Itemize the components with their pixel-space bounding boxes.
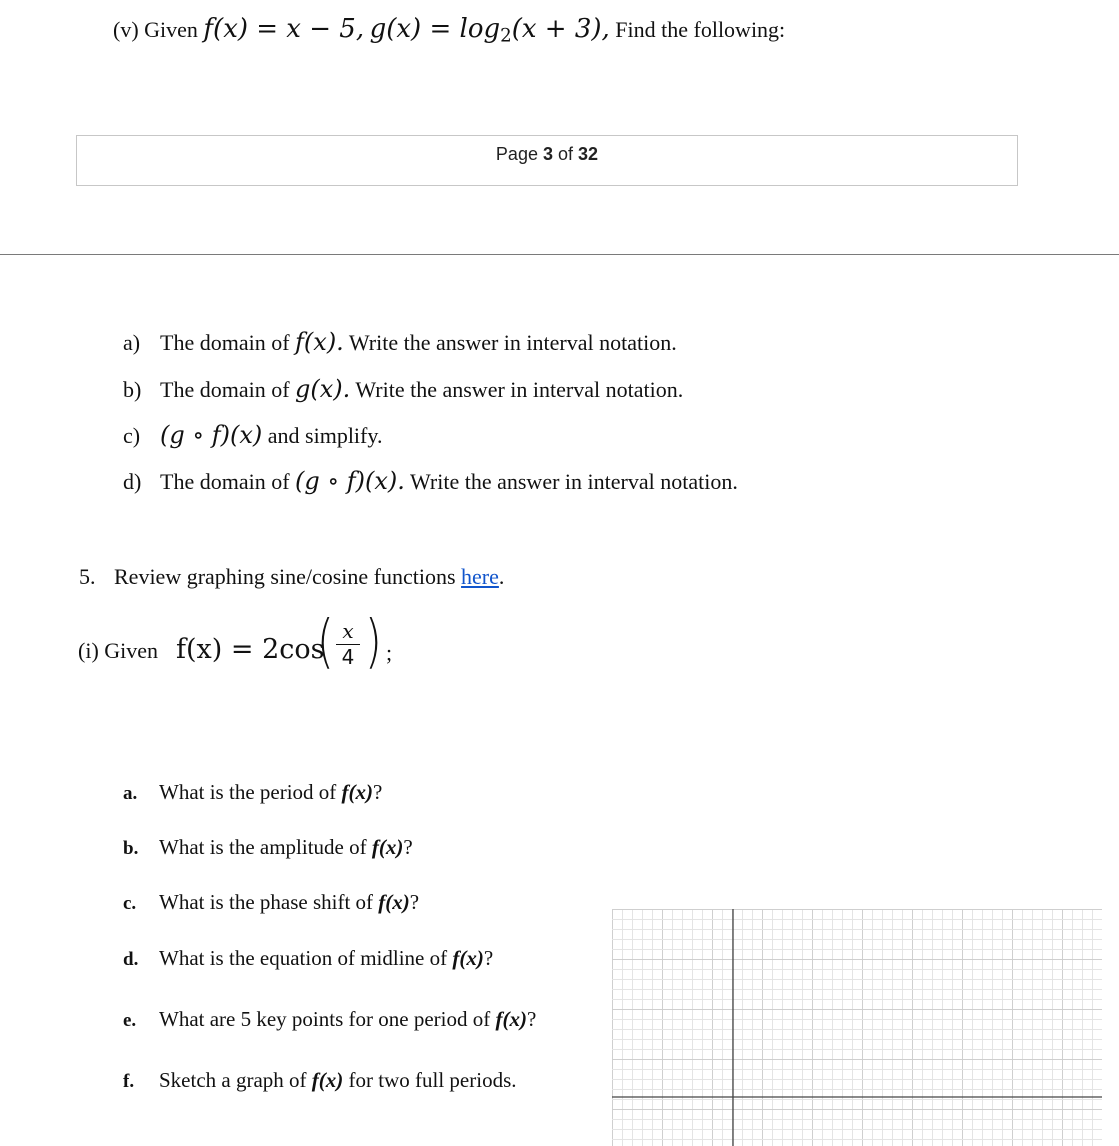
graph-grid[interactable] <box>612 909 1102 1146</box>
question-i-e: e. What are 5 key points for one period of f(x)? <box>123 1007 537 1031</box>
fraction: x 4 <box>336 620 360 667</box>
question-v-d: d) The domain of (g ∘ f)(x). Write the answer in interval notation. <box>123 467 738 495</box>
header-prefix: (v) Given <box>113 17 198 42</box>
total-pages: 32 <box>578 144 599 164</box>
question-i-b: b. What is the amplitude of f(x)? <box>123 835 413 859</box>
right-paren: ) <box>364 607 382 675</box>
g-definition: $g(x) = \log_2(x + 3)$, <box>369 14 610 47</box>
left-paren: ( <box>316 607 334 675</box>
question-v-b: b) The domain of g(x). Write the answer in interval notation. <box>123 375 684 403</box>
question-v-a: a) The domain of f(x). Write the answer in interval notation. <box>123 328 677 356</box>
page-indicator: Page 3 of 32 <box>495 144 599 164</box>
problem-v-header <box>113 14 785 47</box>
page-divider <box>0 254 1119 255</box>
question-v-c: c) (g ∘ f)(x) and simplify. <box>123 421 383 449</box>
review-link[interactable]: here <box>461 564 499 589</box>
header-suffix: Find the following: <box>615 17 786 42</box>
question-i-c: c. What is the phase shift of f(x)? <box>123 890 420 914</box>
question-i-a: a. What is the period of f(x)? <box>123 780 383 804</box>
f-definition: f(x) = x − 5, <box>203 14 365 44</box>
question-i-d: d. What is the equation of midline of f(x)? <box>123 946 494 970</box>
current-page: 3 <box>542 144 553 164</box>
page-indicator-box <box>76 135 1018 186</box>
section-5-heading: 5. Review graphing sine/cosine functions here. <box>79 564 505 589</box>
question-i-f: f. Sketch a graph of f(x) for two full periods. <box>123 1068 517 1092</box>
